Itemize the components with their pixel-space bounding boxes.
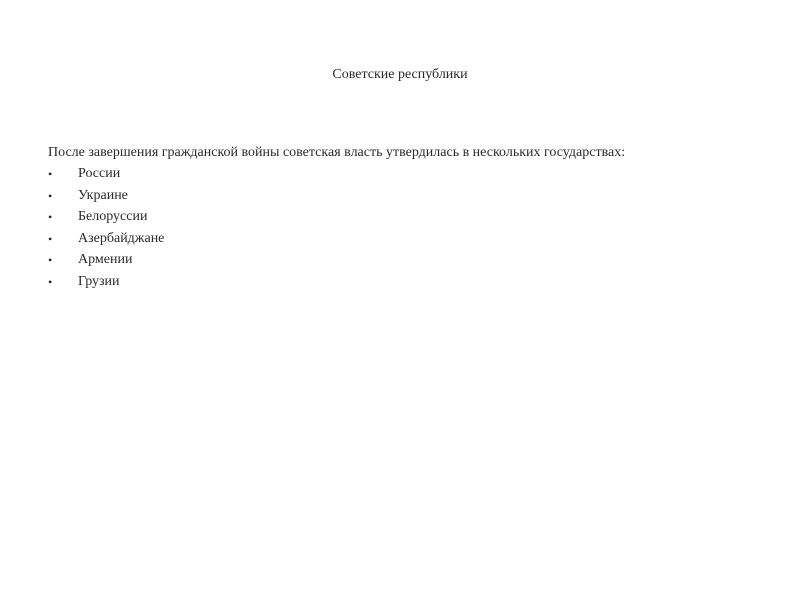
bullet-icon: • bbox=[48, 210, 53, 225]
list-item-text: Украине bbox=[78, 187, 128, 203]
page-title: Советские республики bbox=[332, 67, 468, 82]
list-item-text: Армении bbox=[78, 252, 133, 268]
bullet-icon: • bbox=[48, 188, 53, 203]
bullet-icon: • bbox=[48, 274, 53, 289]
bullet-icon: • bbox=[48, 167, 53, 181]
list-item-text: Белоруссии bbox=[78, 209, 148, 225]
list-item-text: Грузии bbox=[78, 273, 120, 289]
bullet-icon: • bbox=[48, 231, 53, 246]
intro-paragraph: После завершения гражданской войны советская власть утвердилась в нескольких государствах: bbox=[48, 145, 626, 160]
bullet-icon: • bbox=[48, 253, 53, 268]
list-item-text: России bbox=[78, 166, 121, 181]
list-item-text: Азербайджане bbox=[78, 230, 165, 246]
